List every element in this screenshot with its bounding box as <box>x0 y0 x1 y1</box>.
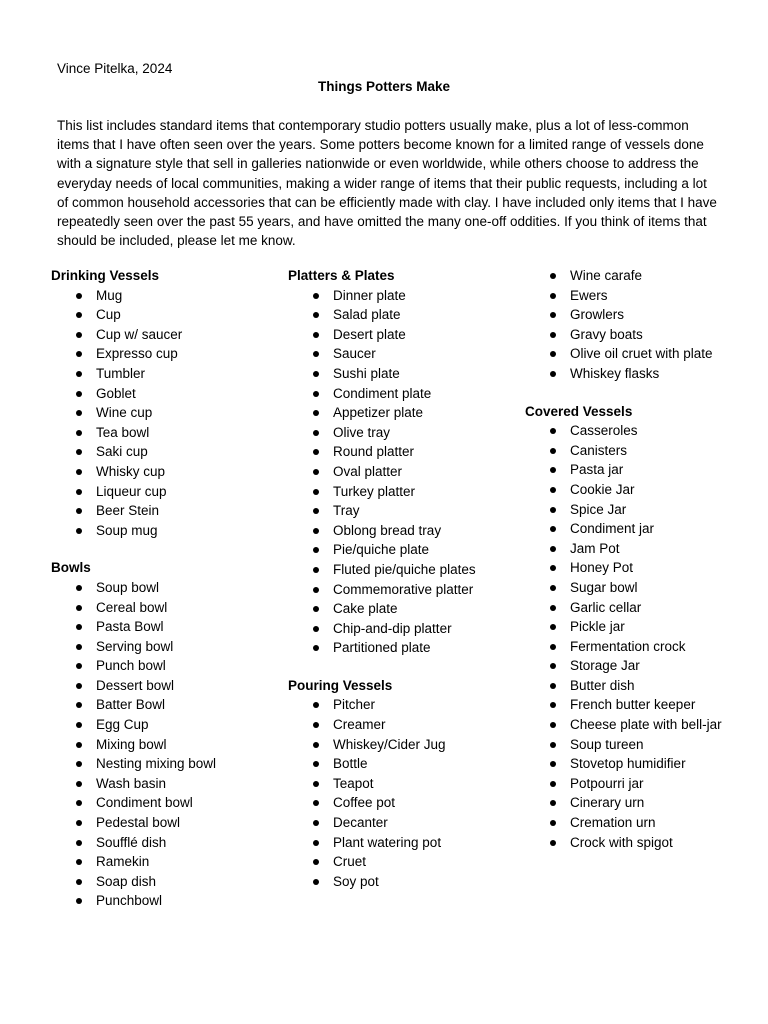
list-item: Coffee pot <box>288 793 508 813</box>
list-item: Saki cup <box>51 442 271 462</box>
list-item: Condiment bowl <box>51 793 271 813</box>
list-item: Dessert bowl <box>51 676 271 696</box>
list-item: Cremation urn <box>525 813 740 833</box>
list-item: Egg Cup <box>51 715 271 735</box>
list-item: Tumbler <box>51 364 271 384</box>
list-item: Round platter <box>288 442 508 462</box>
covered-vessels-list <box>525 421 740 852</box>
list-item: Soup bowl <box>51 578 271 598</box>
list-item: Condiment plate <box>288 384 508 404</box>
list-item: Cookie Jar <box>525 480 740 500</box>
page-title: Things Potters Make <box>317 79 451 94</box>
list-item: Sugar bowl <box>525 578 740 598</box>
list-item: Expresso cup <box>51 344 271 364</box>
list-item: Growlers <box>525 305 740 325</box>
column-2 <box>288 266 508 909</box>
platters-plates-list <box>288 286 508 658</box>
list-item: Honey Pot <box>525 558 740 578</box>
list-item: Tray <box>288 501 508 521</box>
list-item: Pasta jar <box>525 460 740 480</box>
list-item: Soup mug <box>51 521 271 541</box>
list-item: Liqueur cup <box>51 482 271 502</box>
list-item: Batter Bowl <box>51 695 271 715</box>
section-title-covered-vessels: Covered Vessels <box>525 403 633 419</box>
list-item: Cheese plate with bell-jar <box>525 715 740 735</box>
list-item: Cup <box>51 305 271 325</box>
list-item: Mixing bowl <box>51 735 271 755</box>
section-bowls <box>51 558 271 911</box>
list-item: Soufflé dish <box>51 833 271 853</box>
list-item: Fluted pie/quiche plates <box>288 560 508 580</box>
list-item: Punchbowl <box>51 891 271 911</box>
list-item: Goblet <box>51 384 271 404</box>
section-pouring-vessels <box>288 676 508 892</box>
list-item: Garlic cellar <box>525 598 740 618</box>
list-item: Plant watering pot <box>288 833 508 853</box>
section-title-drinking-vessels: Drinking Vessels <box>51 268 160 283</box>
section-title-pouring-vessels: Pouring Vessels <box>288 677 393 693</box>
column-1 <box>51 266 271 929</box>
list-item: Sushi plate <box>288 364 508 384</box>
list-item: Spice Jar <box>525 500 740 520</box>
list-item: Commemorative platter <box>288 580 508 600</box>
list-item: French butter keeper <box>525 695 740 715</box>
list-item: Oval platter <box>288 462 508 482</box>
list-item: Pie/quiche plate <box>288 540 508 560</box>
list-item: Tea bowl <box>51 423 271 443</box>
list-item: Beer Stein <box>51 501 271 521</box>
list-item: Salad plate <box>288 305 508 325</box>
list-item: Butter dish <box>525 676 740 696</box>
intro-paragraph: This list includes standard items that contemporary studio potters usually make, plus a lot of less-common items that I have often seen over the years. Some potters become known for a limited range of vessels done with a signature style that sell in galleries nationwide or even worldwide, while others choose to address the everyday needs of local communities, making a wider range of items that their public requests, including a lot of common household accessories that can be efficiently made with clay. I have included only items that I have repeatedly seen over the past 55 years, and have omitted the many one-off oddities. If you think of items that should be included, please let me know. <box>57 118 717 249</box>
section-covered-vessels <box>525 402 740 853</box>
list-item: Canisters <box>525 441 740 461</box>
list-item: Olive tray <box>288 423 508 443</box>
list-item: Pitcher <box>288 695 508 715</box>
list-item: Soap dish <box>51 872 271 892</box>
list-item: Oblong bread tray <box>288 521 508 541</box>
pouring-vessels-list <box>288 695 508 891</box>
section-title-platters-plates: Platters & Plates <box>288 268 395 283</box>
drinking-vessels-list <box>51 286 271 541</box>
list-item: Cup w/ saucer <box>51 325 271 345</box>
list-item: Olive oil cruet with plate <box>525 344 740 364</box>
list-item: Fermentation crock <box>525 637 740 657</box>
pouring-vessels-continued-list <box>525 266 740 384</box>
list-item: Whiskey/Cider Jug <box>288 735 508 755</box>
list-item: Whiskey flasks <box>525 364 740 384</box>
list-item: Dinner plate <box>288 286 508 306</box>
list-item: Storage Jar <box>525 656 740 676</box>
list-item: Wine cup <box>51 403 271 423</box>
list-item: Wine carafe <box>525 266 740 286</box>
list-item: Condiment jar <box>525 519 740 539</box>
list-item: Stovetop humidifier <box>525 754 740 774</box>
list-item: Gravy boats <box>525 325 740 345</box>
list-item: Pasta Bowl <box>51 617 271 637</box>
section-pouring-vessels-continued <box>525 266 740 384</box>
list-item: Soy pot <box>288 872 508 892</box>
list-item: Partitioned plate <box>288 638 508 658</box>
section-drinking-vessels <box>51 266 271 540</box>
list-item: Pedestal bowl <box>51 813 271 833</box>
list-item: Casseroles <box>525 421 740 441</box>
list-item: Potpourri jar <box>525 774 740 794</box>
author-line: Vince Pitelka, 2024 <box>57 61 173 76</box>
list-item: Nesting mixing bowl <box>51 754 271 774</box>
list-item: Ewers <box>525 286 740 306</box>
list-item: Cruet <box>288 852 508 872</box>
section-title-bowls: Bowls <box>51 560 91 576</box>
list-item: Cinerary urn <box>525 793 740 813</box>
column-3 <box>525 266 740 870</box>
list-item: Turkey platter <box>288 482 508 502</box>
list-item: Creamer <box>288 715 508 735</box>
list-item: Soup tureen <box>525 735 740 755</box>
list-item: Cereal bowl <box>51 598 271 618</box>
list-item: Decanter <box>288 813 508 833</box>
list-item: Cake plate <box>288 599 508 619</box>
list-item: Jam Pot <box>525 539 740 559</box>
list-item: Chip-and-dip platter <box>288 619 508 639</box>
list-item: Ramekin <box>51 852 271 872</box>
list-item: Saucer <box>288 344 508 364</box>
list-item: Desert plate <box>288 325 508 345</box>
list-item: Serving bowl <box>51 637 271 657</box>
list-item: Bottle <box>288 754 508 774</box>
list-item: Mug <box>51 286 271 306</box>
list-item: Pickle jar <box>525 617 740 637</box>
list-item: Wash basin <box>51 774 271 794</box>
list-item: Teapot <box>288 774 508 794</box>
list-item: Whisky cup <box>51 462 271 482</box>
section-platters-plates <box>288 266 508 658</box>
bowls-list <box>51 578 271 911</box>
list-item: Appetizer plate <box>288 403 508 423</box>
list-item: Punch bowl <box>51 656 271 676</box>
list-item: Crock with spigot <box>525 833 740 853</box>
